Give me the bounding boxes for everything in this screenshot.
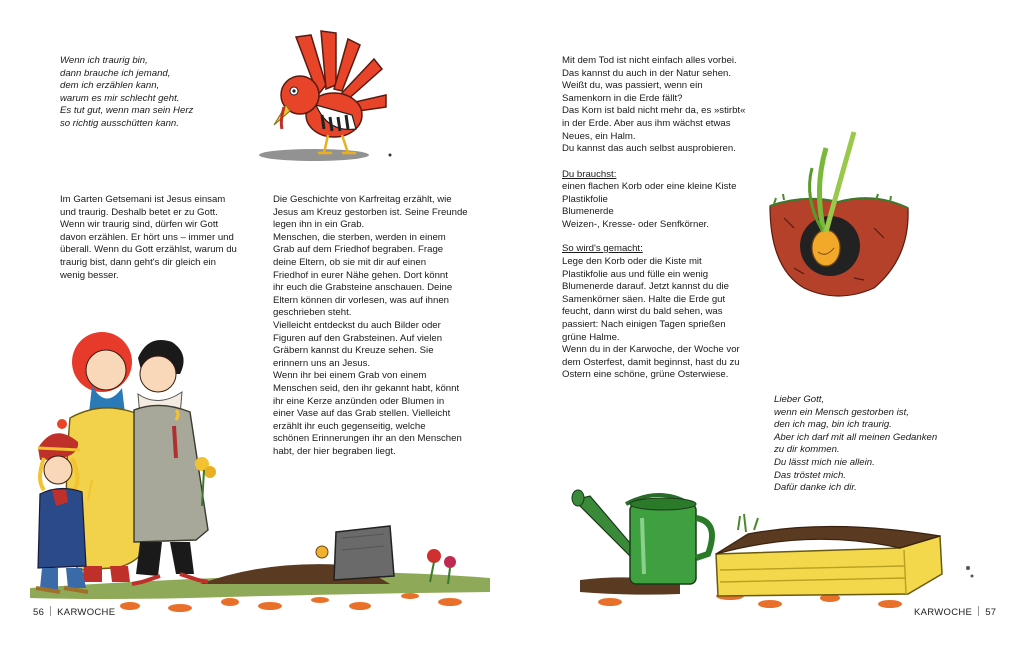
- poem-text: Wenn ich traurig bin, dann brauche ich jemand, dem ich erzählen kann, warum es mir schlecht geht. Es tut gut, wenn man sein Herz so richtig ausschütten kann.: [60, 55, 194, 129]
- seed-intro-paragraph: Mit dem Tod ist nicht einfach alles vorbei. Das kannst du auch in der Natur sehen. Weißt du, was passiert, wenn ein Samenkorn in die Erde fällt? Das Korn ist bald nicht mehr da, es »stirbt« in der Erde. Aber aus ihm wächst etwas Neues, ein Halm. Du kannst das auch selbst ausprobieren.: [562, 55, 746, 155]
- left-section-label: KARWOCHE: [57, 607, 116, 618]
- right-page-footer: [914, 606, 996, 618]
- right-section-label: KARWOCHE: [914, 607, 973, 618]
- watering-can-and-seed-box-illustration: [570, 478, 980, 618]
- right-page-number: 57: [985, 607, 997, 618]
- needs-list: einen flachen Korb oder eine kleine Kiste Plastikfolie Blumenerde Weizen-, Kresse- oder Senfkörner.: [562, 181, 737, 230]
- family-at-grave-illustration: [30, 330, 500, 615]
- needs-heading: Du brauchst:: [562, 169, 617, 180]
- sprouting-seed-illustration: [764, 128, 914, 303]
- prayer-text: Lieber Gott, wenn ein Mensch gestorben ist, den ich mag, bin ich traurig. Aber ich darf mit all meinen Gedanken zu dir kommen. Du lässt mich nie allein. Das tröstet mich. Dafür danke ich dir.: [774, 394, 938, 494]
- karfreitag-paragraph: Die Geschichte von Karfreitag erzählt, wie Jesus am Kreuz gestorben ist. Seine Freunde legen ihn in ein Grab. Menschen, die sterben, werden in einem Grab auf dem Friedhof begraben. Frage deine Eltern, ob sie mit dir auf einen Friedhof in eurer Nähe gehen. Dort könnt ihr euch die Grabsteine anschauen. Deine Eltern können dir vorlesen, was auf ihnen geschrieben steht. Vielleicht entdeckst du auch Bilder oder Figuren auf den Grabsteinen. Auf vielen Gräbern kannst du Kreuze sehen. Sie erinnern uns an Jesus. Wenn ihr bei einem Grab von einem Menschen seid, den ihr gekannt habt, könnt ihr eine Kerze anzünden oder Blumen in einer Vase auf das Grab stellen. Vielleicht erzählt ihr euch gegenseitig, welche schönen Erinnerungen ihr an den Menschen habt, der hier begraben liegt.: [273, 194, 468, 457]
- left-page-number: 56: [33, 607, 45, 618]
- footer-separator: [50, 606, 51, 616]
- getsemani-paragraph: Im Garten Getsemani ist Jesus einsam und traurig. Deshalb betet er zu Gott. Wenn wir traurig sind, dürfen wir Gott davon erzählen. Er hört uns – immer und überall. Wenn du Gott erzählst, warum du traurig bist, dann geht's dir gleich ein wenig besser.: [60, 194, 237, 281]
- how-heading: So wird's gemacht:: [562, 243, 643, 254]
- turkey-bird-illustration: [256, 25, 396, 165]
- footer-separator: [978, 606, 979, 616]
- instructions-paragraph: Lege den Korb oder die Kiste mit Plastikfolie aus und fülle ein wenig Blumenerde darauf. Jetzt kannst du die Samenkörner säen. Halte die Erde gut feucht, dann wirst du bald sehen, was passiert: Nach einigen Tagen sprießen grüne Halme. Wenn du in der Karwoche, der Woche vor dem Osterfest, damit beginnst, hast du zu Ostern eine schöne, grüne Osterwiese.: [562, 256, 740, 381]
- left-page-footer: [33, 606, 115, 618]
